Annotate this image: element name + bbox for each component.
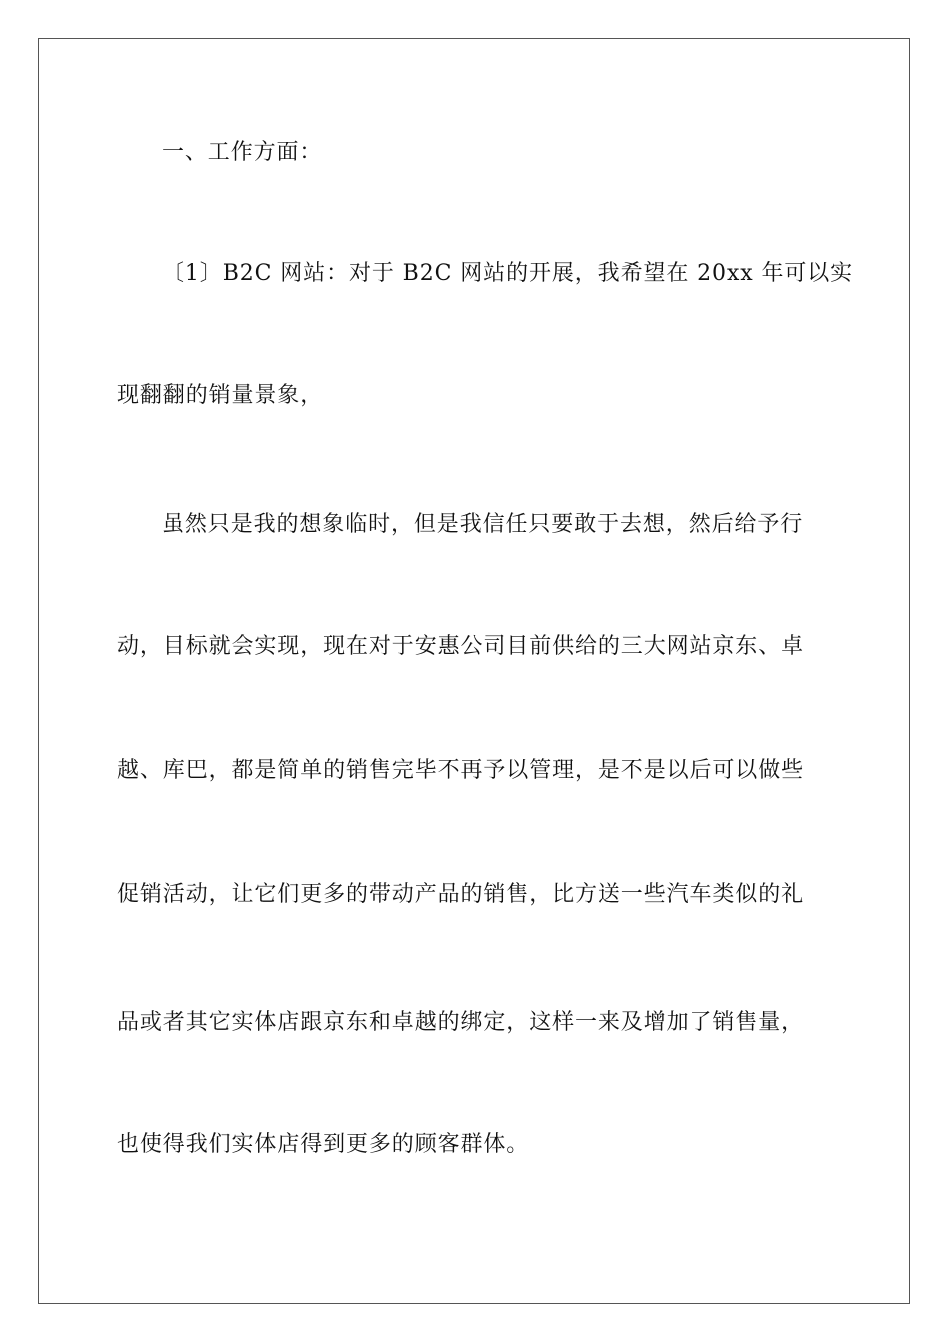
paragraph-line: 越、库巴，都是简单的销售完毕不再予以管理，是不是以后可以做些 xyxy=(117,758,805,783)
paragraph-line: 品或者其它实体店跟京东和卓越的绑定，这样一来及增加了销售量， xyxy=(117,1010,805,1035)
paragraph-line: 促销活动，让它们更多的带动产品的销售，比方送一些汽车类似的礼 xyxy=(117,882,805,907)
page-border xyxy=(38,38,910,1304)
paragraph-line: 现翻翻的销量景象， xyxy=(117,383,324,408)
paragraph-line: 虽然只是我的想象临时，但是我信任只要敢于去想，然后给予行 xyxy=(162,512,804,537)
paragraph-line: 也使得我们实体店得到更多的顾客群体。 xyxy=(117,1132,530,1157)
paragraph-line: 〔1〕B2C 网站：对于 B2C 网站的开展，我希望在 20xx 年可以实 xyxy=(162,261,854,286)
section-heading: 一、工作方面： xyxy=(162,140,323,165)
paragraph-line: 动，目标就会实现，现在对于安惠公司目前供给的三大网站京东、卓 xyxy=(117,634,805,659)
